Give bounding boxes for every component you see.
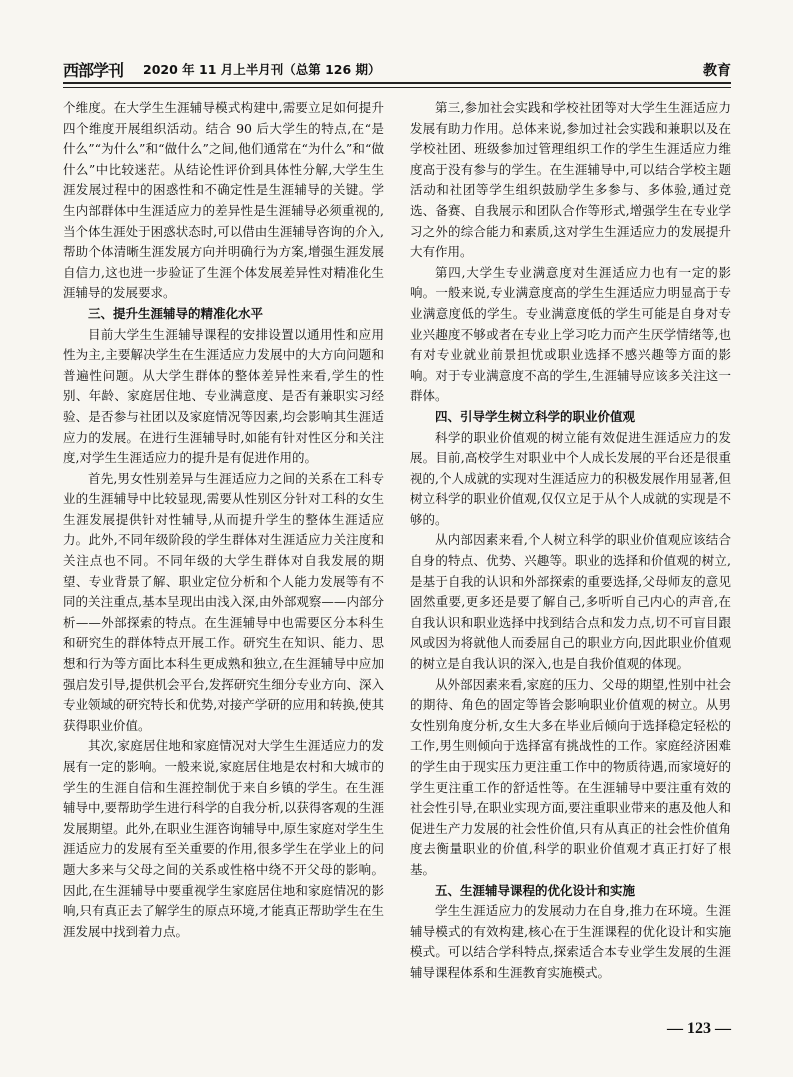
paragraph: 从内部因素来看,个人树立科学的职业价值观应该结合自身的特点、优势、兴趣等。职业的选择和价值观的树立,是基于自我的认识和外部探索的重要选择,父母师友的意见固然重要,更多还是要了解自己,多听听自己内心的声音,在自我认识和职业选择中找到结合点和发力点,切不可盲目跟风或因为将就他人而委屈自己的职业方向,因此职业价值观的树立是自我认识的深入,也是自我价值观的体现。 (410, 532, 731, 672)
paragraph: 首先,男女性别差异与生涯适应力之间的关系在工科专业的生涯辅导中比较显现,需要从性别区分针对工科的女生生涯发展提供针对性辅导,从而提升学生的整体生涯适应力。此外,不同年级阶段的学生群体对生涯适应力关注度和关注点也不同。不同年级的大学生群体对自我发展的期望、专业背景了解、职业定位分析和个人能力发展等有不同的关注重点,基本呈现出由浅入深,由外部观察——内部分析——外部探索的特点。在生涯辅导中也需要区分本科生和研究生的群体特点开展工作。研究生在知识、能力、思想和行为等方面比本科生更成熟和独立,在生涯辅导中应加强启发引导,提供机会平台,发挥研究生细分专业方向、深入专业领域的研究特长和优势,对接产学研的应用和转换,使其获得职业价值。 (63, 470, 384, 733)
paragraph: 从外部因素来看,家庭的压力、父母的期望,性别中社会的期待、角色的固定等皆会影响职业价值观的树立。从男女性别角度分析,女生大多在毕业后倾向于选择稳定轻松的工作,男生则倾向于选择富有挑战性的工作。家庭经济困难的学生由于现实压力更注重工作中的物质待遇,而家境好的学生更注重工作的舒适性等。在生涯辅导中要注重有效的社会性引导,在职业实现方面,要注重职业带来的惠及他人和促进生产力发展的社会性价值,只有从真正的社会性价值角度去衡量职业的价值,科学的职业价值观才真正打好了根基。 (410, 676, 731, 877)
running-header (63, 58, 731, 80)
section-label: 教育 (703, 63, 731, 79)
header-rule-thin (63, 87, 731, 88)
paragraph: 个维度。在大学生生涯辅导模式构建中,需要立足如何提升四个维度开展组织活动。结合 90 后大学生的特点,在“是什么”“为什么”和“做什么”之间,他们通常在“为什么”和“做什么”中比较迷茫。从结论性评价到具体性分解,大学生生涯发展过程中的困惑性和不确定性是生涯辅导的关键。学生内部群体中生涯适应力的差异性是生涯辅导必须重视的,当个体生涯处于困惑状态时,可以借由生涯辅导咨询的介入,帮助个体清晰生涯发展方向并明确行为方案,增强生涯发展自信力,这也进一步验证了生涯个体发展差异性对精准化生涯辅导的发展要求。 (63, 100, 384, 301)
left-column (63, 98, 384, 942)
paragraph: 第四,大学生专业满意度对生涯适应力也有一定的影响。一般来说,专业满意度高的学生生涯适应力明显高于专业满意度低的学生。专业满意度低的学生可能是自身对专业兴趣度不够或者在专业上学习吃力而产生厌学情绪等,也有对专业就业前景担忧或职业选择不感兴趣等方面的影响。对于专业满意度不高的学生,生涯辅导应该多关注这一群体。 (410, 264, 731, 404)
paragraph: 学生生涯适应力的发展动力在自身,推力在环境。生涯辅导模式的有效构建,核心在于生涯课程的优化设计和实施模式。可以结合学科特点,探索适合本专业学生发展的生涯辅导课程体系和生涯教育实施模式。 (410, 903, 731, 980)
section-heading: 四、引导学生树立科学的职业价值观 (435, 408, 636, 424)
journal-logo: 西部学刊 (63, 61, 124, 80)
paragraph: 目前大学生生涯辅导课程的安排设置以通用性和应用性为主,主要解决学生在生涯适应力发展中的大方向问题和普遍性问题。从大学生群体的整体差异性来看,学生的性别、年龄、家庭居住地、专业满意度、是否有兼职实习经验、是否参与社团以及家庭情况等因素,均会影响其生涯适应力的发展。在进行生涯辅导时,如能有针对性区分和关注度,对学生生涯适应力的提升是有促进作用的。 (63, 326, 384, 466)
paragraph: 其次,家庭居住地和家庭情况对大学生生涯适应力的发展有一定的影响。一般来说,家庭居住地是农村和大城市的学生的生涯自信和生涯控制优于来自乡镇的学生。在生涯辅导中,要帮助学生进行科学的自我分析,以获得客观的生涯发展期望。此外,在职业生涯咨询辅导中,原生家庭对学生生涯适应力的发展有至关重要的作用,很多学生在学业上的问题大多来与父母之间的关系或性格中绕不开父母的影响。因此,在生涯辅导中要重视学生家庭居住地和家庭情况的影响,只有真正去了解学生的原点环境,才能真正帮助学生在生涯发展中找到着力点。 (63, 738, 384, 939)
section-heading: 三、提升生涯辅导的精准化水平 (88, 305, 264, 321)
issue-info: 2020 年 11 月上半月刊（总第 126 期） (143, 62, 381, 77)
paragraph: 第三,参加社会实践和学校社团等对大学生生涯适应力发展有助力作用。总体来说,参加过社会实践和兼职以及在学校社团、班级参加过管理组织工作的学生生涯适应力维度高于没有参与的学生。在生涯辅导中,可以结合学校主题活动和社团等学生组织鼓励学生多参与、多体验,通过竞选、备赛、自我展示和团队合作等形式,增强学生在专业学习之外的综合能力和素质,这对学生生涯适应力的发展提升大有作用。 (410, 100, 731, 260)
page-number: — 123 — (667, 1020, 731, 1037)
section-heading: 五、生涯辅导课程的优化设计和实施 (435, 882, 636, 898)
right-column (410, 98, 731, 984)
header-rule-thick (63, 82, 731, 84)
paragraph: 科学的职业价值观的树立能有效促进生涯适应力的发展。目前,高校学生对职业中个人成长发展的平台还是很重视的,个人成就的实现对生涯适应力的积极发展作用显著,但树立科学的职业价值观,仅仅立足于从个人成就的实现是不够的。 (410, 429, 731, 527)
